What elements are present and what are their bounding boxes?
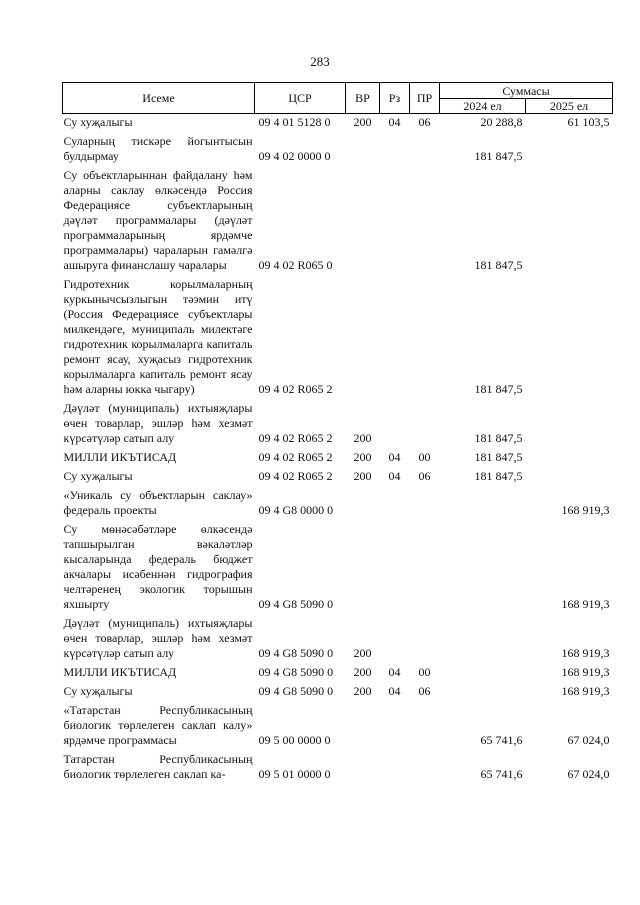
row-pr (410, 167, 440, 276)
header-rz: Рз (380, 83, 410, 114)
row-vr (346, 276, 380, 400)
row-name: Су объектларыннан файдалану һәм аларны саклау өлкәсендә Россия Федерациясе субъектларының дәүләт программалары (дәүләт программаларының ярдәмче программалары) чараларын гамәлгә ашыруга финанслашу чаралары (63, 168, 253, 272)
row-name: «Уникаль су объектларын саклау» федераль проекты (63, 488, 253, 517)
row-csr: 09 4 02 R065 2 (258, 431, 333, 445)
row-csr: 09 4 G8 5090 0 (258, 665, 334, 679)
row-vr: 200 (353, 431, 372, 445)
row-csr: 09 4 02 R065 2 (258, 469, 333, 483)
table-row (63, 468, 613, 487)
row-csr: 09 4 G8 5090 0 (258, 597, 334, 611)
row-sum-2025: 168 919,3 (561, 503, 610, 517)
row-sum-2025: 168 919,3 (561, 665, 610, 679)
row-rz: 04 (388, 665, 401, 679)
row-vr (346, 751, 380, 785)
row-vr: 200 (353, 469, 372, 483)
row-sum-2025 (526, 449, 613, 468)
row-vr (346, 487, 380, 521)
row-rz: 04 (388, 450, 401, 464)
row-sum-2024 (440, 615, 526, 664)
row-csr: 09 4 02 0000 0 (258, 149, 331, 163)
row-vr: 200 (353, 665, 372, 679)
row-sum-2024 (440, 683, 526, 702)
header-2024: 2024 ел (440, 99, 526, 114)
row-csr: 09 4 02 R065 2 (258, 382, 333, 396)
row-sum-2024: 181 847,5 (474, 450, 523, 464)
row-csr: 09 4 02 R065 0 (258, 258, 333, 272)
row-vr: 200 (353, 115, 372, 129)
header-name: Исеме (63, 83, 255, 114)
row-pr (410, 400, 440, 449)
row-sum-2024: 181 847,5 (474, 149, 523, 163)
page-number: 283 (310, 54, 330, 69)
row-rz (380, 751, 410, 785)
table-row (63, 167, 613, 276)
row-pr (410, 133, 440, 167)
row-rz (380, 521, 410, 615)
row-sum-2025 (526, 468, 613, 487)
table-row (63, 521, 613, 615)
table-body (63, 114, 613, 786)
table-row (63, 702, 613, 751)
row-pr: 00 (418, 665, 431, 679)
row-sum-2024 (440, 487, 526, 521)
row-sum-2024: 65 741,6 (480, 733, 523, 747)
table-row (63, 449, 613, 468)
row-pr: 00 (418, 450, 431, 464)
row-vr: 200 (353, 684, 372, 698)
row-vr: 200 (353, 646, 372, 660)
row-sum-2025: 168 919,3 (561, 684, 610, 698)
table-row (63, 615, 613, 664)
row-sum-2024: 181 847,5 (474, 258, 523, 272)
row-rz (380, 487, 410, 521)
row-rz (380, 167, 410, 276)
row-sum-2025 (526, 276, 613, 400)
row-sum-2024: 181 847,5 (474, 469, 523, 483)
table-row (63, 683, 613, 702)
row-name: МИЛЛИ ИКЪТИСАД (63, 665, 177, 679)
row-pr (410, 276, 440, 400)
row-name: Су хуҗалыгы (63, 115, 133, 129)
table-row (63, 114, 613, 134)
row-csr: 09 4 02 R065 2 (258, 450, 333, 464)
header-sums: Суммасы (440, 83, 613, 99)
row-pr (410, 615, 440, 664)
row-pr: 06 (418, 469, 431, 483)
row-rz: 04 (388, 115, 401, 129)
row-vr: 200 (353, 450, 372, 464)
row-name: Су хуҗалыгы (63, 684, 133, 698)
row-sum-2024: 181 847,5 (474, 382, 523, 396)
row-rz: 04 (388, 469, 401, 483)
row-pr (410, 702, 440, 751)
table-header (63, 83, 613, 114)
row-csr: 09 4 G8 5090 0 (258, 684, 334, 698)
row-csr: 09 4 G8 5090 0 (258, 646, 334, 660)
row-csr: 09 4 01 5128 0 (258, 115, 331, 129)
row-rz (380, 615, 410, 664)
row-name: МИЛЛИ ИКЪТИСАД (63, 450, 177, 464)
row-name: Гидротехник корылмаларның куркынычсызлыгын тәэмин итү (Россия Федерациясе субъектлары милкендәге, муниципаль милектәге гидротехник корылмаларга капиталь ремонт ясау, хуҗасыз гидротехник корылмаларга капиталь ремонт ясау һәм аларны юкка чыгару) (63, 277, 253, 396)
row-sum-2025: 67 024,0 (567, 733, 610, 747)
row-sum-2025 (526, 133, 613, 167)
row-name: Татарстан Республикасының биологик төрлелеген саклап ка- (63, 752, 253, 781)
row-rz (380, 133, 410, 167)
row-sum-2024: 181 847,5 (474, 431, 523, 445)
row-pr (410, 521, 440, 615)
row-sum-2025 (526, 400, 613, 449)
table-row (63, 664, 613, 683)
row-sum-2025: 67 024,0 (567, 767, 610, 781)
header-vr: ВР (346, 83, 380, 114)
row-sum-2024: 65 741,6 (480, 767, 523, 781)
budget-table (62, 82, 613, 785)
row-name: Су мөнәсәбәтләре өлкәсендә тапшырылган вәкаләтләр кысаларында федераль бюджет акчалары исәбеннән гидрография челтәренең экологик торышын яхшырту (63, 522, 253, 611)
header-2025: 2025 ел (526, 99, 613, 114)
row-vr (346, 521, 380, 615)
row-pr: 06 (418, 684, 431, 698)
row-vr (346, 133, 380, 167)
row-csr: 09 4 G8 0000 0 (258, 503, 334, 517)
row-name: Дәүләт (муниципаль) ихтыяҗлары өчен товарлар, эшләр һәм хезмәт күрсәтүләр сатып алу (63, 401, 253, 445)
row-name: Дәүләт (муниципаль) ихтыяҗлары өчен товарлар, эшләр һәм хезмәт күрсәтүләр сатып алу (63, 616, 253, 660)
row-sum-2025: 168 919,3 (561, 597, 610, 611)
row-rz (380, 276, 410, 400)
row-sum-2024 (440, 521, 526, 615)
row-vr (346, 167, 380, 276)
row-pr: 06 (418, 115, 431, 129)
row-csr: 09 5 00 0000 0 (258, 733, 331, 747)
table-row (63, 133, 613, 167)
table-row (63, 751, 613, 785)
table-row (63, 276, 613, 400)
row-sum-2025: 61 103,5 (567, 115, 610, 129)
row-rz (380, 702, 410, 751)
row-name: «Татарстан Республикасының биологик төрлелеген саклап калу» ярдәмче программасы (63, 703, 253, 747)
row-pr (410, 751, 440, 785)
row-vr (346, 702, 380, 751)
row-name: Су хуҗалыгы (63, 469, 133, 483)
row-sum-2024 (440, 664, 526, 683)
header-pr: ПР (410, 83, 440, 114)
row-csr: 09 5 01 0000 0 (258, 767, 331, 781)
table-row (63, 487, 613, 521)
row-pr (410, 487, 440, 521)
row-name: Суларның тискәре йогынтысын булдырмау (63, 134, 253, 163)
row-rz (380, 400, 410, 449)
table-row (63, 400, 613, 449)
row-sum-2025: 168 919,3 (561, 646, 610, 660)
row-sum-2024: 20 288,8 (480, 115, 523, 129)
row-rz: 04 (388, 684, 401, 698)
header-csr: ЦСР (255, 83, 346, 114)
row-sum-2025 (526, 167, 613, 276)
